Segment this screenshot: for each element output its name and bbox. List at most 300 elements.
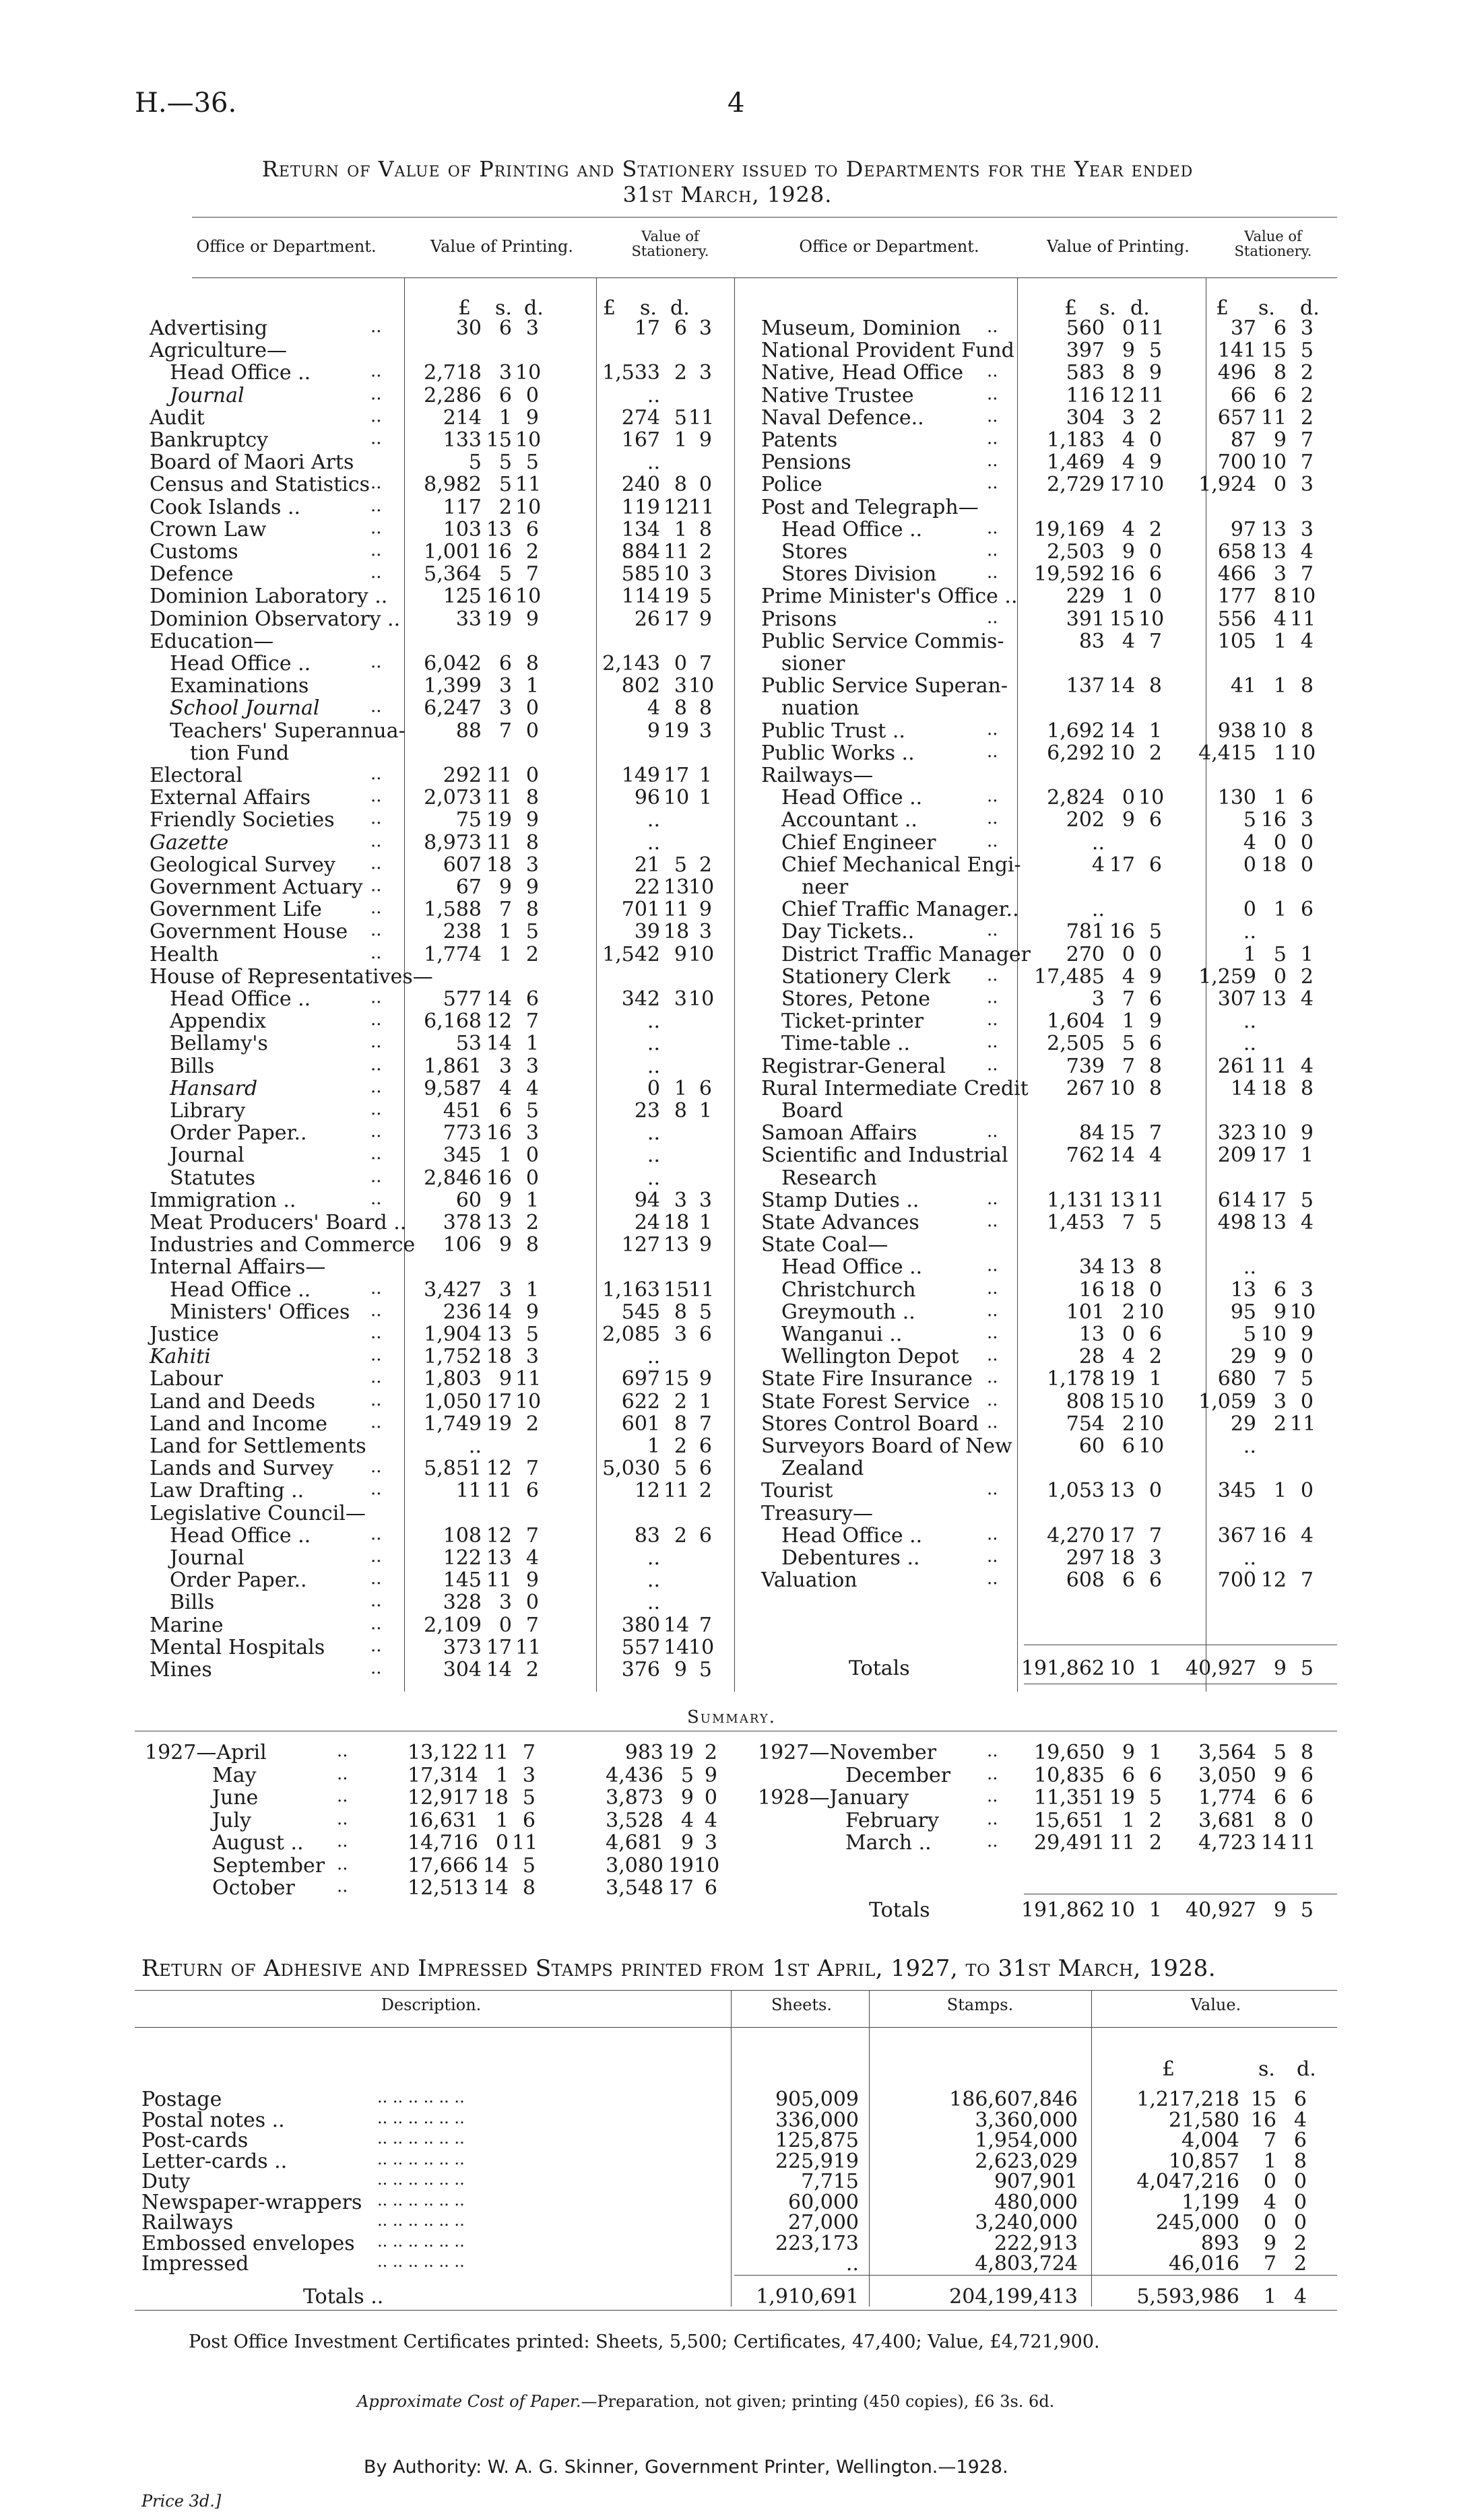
stamps-totals-value-d: 4 <box>1293 2285 1307 2309</box>
printing-pence: 6 <box>1148 1323 1162 1346</box>
stamp-sheets: 7,715 <box>801 2170 859 2193</box>
month-label: February <box>845 1808 939 1832</box>
office-name: Public Trust .. <box>761 719 905 743</box>
printing-pence: 0 <box>525 1166 539 1190</box>
printing-shillings: 0 <box>1122 1323 1135 1346</box>
leader-dots: .. .. .. .. .. .. <box>377 2108 465 2127</box>
table-row <box>0 540 1457 562</box>
stationery-pounds: 274 <box>621 405 660 430</box>
stationery-pounds: 29 <box>1230 1345 1256 1369</box>
printing-pounds: 4,270 <box>1047 1523 1105 1548</box>
printing-pence: 11 <box>515 1635 542 1659</box>
stationery-pence: 3 <box>699 562 712 587</box>
leader-dots: .. .. .. .. .. .. <box>377 2190 465 2210</box>
stationery-pence: 4 <box>1300 1523 1314 1548</box>
stamps-rule-bottom <box>135 2310 1337 2311</box>
printing-pounds: 16 <box>1078 1278 1105 1302</box>
printing-shillings: 1 <box>1122 1009 1135 1034</box>
report-title: Return of Value of Printing and Stationery issued to Departments for the Year ended <box>261 156 1194 182</box>
printing-pounds: 19,592 <box>1034 562 1105 587</box>
printing-pounds: 11,351 <box>1034 1786 1105 1810</box>
office-name: Head Office .. <box>781 1255 923 1280</box>
stamp-sheets: 27,000 <box>788 2211 859 2234</box>
leader-dots: .. <box>370 540 382 560</box>
printing-shillings: 7 <box>1122 1054 1135 1078</box>
printing-shillings: 6 <box>498 652 512 675</box>
paper-cost-note <box>357 2392 1054 2411</box>
leader-dots: .. <box>370 1412 382 1432</box>
leader-dots: .. <box>987 1741 998 1761</box>
printing-pounds: 34 <box>1078 1255 1105 1280</box>
printing-pounds: 83 <box>1078 629 1105 653</box>
printing-pounds: 1,749 <box>424 1412 482 1436</box>
stationery-pence: 10 <box>688 942 715 966</box>
table-row <box>0 1457 1457 1479</box>
stationery-pence: 11 <box>688 1278 715 1302</box>
stationery-pounds: 3,873 <box>606 1786 663 1810</box>
stationery-shillings: 11 <box>663 540 690 564</box>
printing-pence: 10 <box>1138 1300 1165 1324</box>
stationery-shillings: 6 <box>674 317 687 340</box>
table-row <box>0 1614 1457 1636</box>
printing-pence: 2 <box>1148 405 1162 430</box>
leader-dots: .. .. .. .. .. .. <box>377 2211 465 2230</box>
stationery-pence: 8 <box>1300 1076 1314 1100</box>
stationery-pounds: 614 <box>1217 1188 1256 1212</box>
leader-dots: .. <box>987 920 998 941</box>
leader-dots: .. <box>987 473 998 494</box>
office-name: Wellington Depot <box>781 1345 959 1369</box>
office-name: Registrar-General <box>761 1054 946 1078</box>
office-name: Immigration .. <box>150 1188 296 1212</box>
printing-shillings: 0 <box>498 1613 512 1637</box>
month-label: 1927—November <box>758 1741 937 1764</box>
printing-pounds: 6,292 <box>1047 741 1105 765</box>
printing-pence: 1 <box>525 1278 539 1302</box>
stationery-shillings: 9 <box>1273 1763 1287 1787</box>
printing-pence: 10 <box>1138 1389 1165 1414</box>
stationery-shillings: 0 <box>1273 830 1287 855</box>
printing-pence: 6 <box>1148 562 1162 587</box>
stamps-title: Return of Adhesive and Impressed Stamps printed from 1st April, 1927, to 31st March, 1928. <box>141 1955 1217 1982</box>
printing-pounds: 2,503 <box>1047 540 1105 564</box>
printing-pence: 6 <box>1148 987 1162 1011</box>
printing-pounds: 754 <box>1066 1412 1105 1436</box>
stationery-pounds: 5,030 <box>602 1457 660 1481</box>
printing-pence: 6 <box>525 987 539 1011</box>
stationery-shillings: 3 <box>674 987 687 1011</box>
printing-pence: 9 <box>1148 1009 1162 1034</box>
printing-pence: 7 <box>525 1523 539 1548</box>
leader-dots: .. <box>987 1763 998 1784</box>
printing-pence: 0 <box>525 696 539 721</box>
stationery-pence: 7 <box>699 652 712 675</box>
printing-pence: 9 <box>1148 451 1162 475</box>
stationery-pence: 0 <box>1300 1479 1314 1503</box>
stationery-pounds: 466 <box>1217 562 1256 587</box>
leader-dots: .. <box>370 920 382 941</box>
header-rule-bottom <box>192 277 1337 278</box>
stationery-pence: 6 <box>699 1323 712 1346</box>
stamp-sheets: .. <box>845 2252 859 2276</box>
stamp-count: 3,360,000 <box>975 2108 1078 2132</box>
stationery-pence: 11 <box>688 495 715 519</box>
office-name: Examinations <box>170 674 309 698</box>
printing-pence: 10 <box>1138 786 1165 810</box>
printing-pence: 9 <box>525 1568 539 1593</box>
stationery-pence: 1 <box>699 1211 712 1234</box>
printing-pounds: 397 <box>1066 339 1105 363</box>
office-name: Naval Defence.. <box>761 405 924 430</box>
leader-dots: .. <box>987 361 998 382</box>
leader-dots: .. .. .. .. .. .. <box>377 2129 465 2148</box>
stationery-shillings: 8 <box>674 1412 687 1436</box>
unit-shilling: s. <box>1099 296 1116 320</box>
stationery-pounds: 345 <box>1217 1479 1256 1503</box>
table-row <box>0 1166 1457 1189</box>
printing-shillings: 5 <box>498 473 512 497</box>
table-row <box>0 1502 1457 1524</box>
table-row <box>0 406 1457 428</box>
office-name: Treasury— <box>761 1501 873 1525</box>
printing-pence: 8 <box>525 1233 539 1257</box>
printing-pence: 9 <box>1148 964 1162 989</box>
table-row <box>0 1323 1457 1345</box>
stationery-pence: 7 <box>1300 562 1314 587</box>
table-row <box>0 943 1457 965</box>
office-name: Prisons <box>761 607 837 631</box>
printing-pounds: 12,917 <box>408 1786 478 1810</box>
printing-pounds: 1,904 <box>424 1323 482 1346</box>
printing-pounds: 608 <box>1066 1568 1105 1593</box>
printing-pence: 11 <box>512 1831 538 1855</box>
printing-pence: 1 <box>525 674 539 698</box>
stationery-pence: 3 <box>1300 517 1314 541</box>
stationery-shillings: 1 <box>1273 786 1287 810</box>
printing-pounds: 5,851 <box>424 1457 482 1481</box>
stationery-pounds: 96 <box>634 786 660 810</box>
office-name: Head Office .. <box>170 1278 311 1302</box>
printing-pence: 9 <box>525 875 539 899</box>
stationery-shillings: 9 <box>674 942 687 966</box>
office-name: Ticket-printer <box>781 1009 924 1034</box>
stamp-sheets: 905,009 <box>775 2088 859 2111</box>
printing-pounds: 60 <box>1078 1434 1105 1458</box>
printing-pounds: 17,485 <box>1034 964 1105 989</box>
office-name: Journal <box>170 1546 245 1570</box>
stationery-pounds: 12 <box>634 1479 660 1503</box>
printing-pounds: 28 <box>1078 1345 1105 1369</box>
office-name: Accountant .. <box>781 808 917 832</box>
leader-dots: .. <box>370 1479 382 1500</box>
paper-cost-text: —Preparation, not given; printing (450 copies), £6 3s. 6d. <box>581 2392 1055 2411</box>
leader-dots: .. <box>370 495 382 516</box>
stamps-totals-stamps: 204,199,413 <box>949 2285 1078 2309</box>
printing-pence: 0 <box>1148 585 1162 609</box>
stamp-count: 480,000 <box>994 2190 1078 2214</box>
leader-dots: .. <box>370 987 382 1007</box>
printing-pence: 6 <box>1148 808 1162 832</box>
stationery-pence: 3 <box>699 1188 712 1212</box>
printing-pence: 2 <box>525 1211 539 1234</box>
table-row <box>0 786 1457 808</box>
office-name: Board of Maori Arts <box>150 451 354 475</box>
printing-pence: 7 <box>1148 1121 1162 1146</box>
stationery-pence: 9 <box>704 1763 717 1787</box>
certificates-note: Post Office Investment Certificates printed: Sheets, 5,500; Certificates, 47,400; Value, £4,721,900. <box>189 2331 1100 2352</box>
printing-pounds: 236 <box>443 1300 482 1324</box>
leader-dots: .. <box>987 562 998 583</box>
stationery-pence: 0 <box>1300 853 1314 877</box>
stationery-pounds: 0 <box>647 1076 660 1100</box>
main-totals-stationery-l: 40,927 <box>1186 1657 1256 1680</box>
printing-pence: 5 <box>1148 1211 1162 1234</box>
leader-dots: .. <box>337 1741 348 1761</box>
table-row <box>0 562 1457 585</box>
stationery-shillings: 2 <box>674 1389 687 1414</box>
stationery-shillings: 0 <box>1273 473 1287 497</box>
office-name: Dominion Laboratory .. <box>150 585 388 609</box>
printing-shillings: 19 <box>486 607 512 631</box>
table-row <box>0 1121 1457 1146</box>
stationery-pence: 10 <box>1290 585 1316 609</box>
printing-pence: 0 <box>1148 1479 1162 1503</box>
office-name: Post and Telegraph— <box>761 495 979 519</box>
office-name: Day Tickets.. <box>781 920 915 944</box>
stationery-pence: 2 <box>704 1741 717 1764</box>
stationery-pence: 10 <box>694 1853 720 1878</box>
table-row <box>0 1591 1457 1613</box>
printing-pounds: 4 <box>1091 853 1105 877</box>
stationery-pence: 0 <box>704 1786 717 1810</box>
summary-row <box>0 1786 1457 1808</box>
leader-dots: .. <box>337 1763 348 1784</box>
printing-pounds: 2,846 <box>424 1166 482 1190</box>
printing-shillings: 3 <box>1122 405 1135 430</box>
printing-pence: 9 <box>525 808 539 832</box>
stationery-pounds: 342 <box>621 987 660 1011</box>
stamps-col-value: Value. <box>1190 1995 1241 2014</box>
leader-dots: .. <box>987 987 998 1007</box>
leader-dots: .. <box>370 1099 382 1119</box>
office-name: Friendly Societies <box>150 808 335 832</box>
stamp-value-pence: 8 <box>1293 2149 1307 2173</box>
stationery-shillings: 2 <box>674 1523 687 1548</box>
main-totals-stationery-d: 5 <box>1300 1657 1314 1680</box>
stationery-pence: 5 <box>1300 1188 1314 1212</box>
summary-row <box>0 1741 1457 1763</box>
stationery-pence: 9 <box>1300 1121 1314 1146</box>
stationery-pence: 4 <box>1300 1211 1314 1234</box>
table-row <box>0 652 1457 674</box>
printing-pounds: 808 <box>1066 1389 1105 1414</box>
printing-shillings: 1 <box>498 1143 512 1168</box>
printing-pence: 0 <box>525 764 539 787</box>
stationery-pounds: 545 <box>621 1300 660 1324</box>
office-name: Order Paper.. <box>170 1121 307 1146</box>
stationery-pounds: 657 <box>1217 405 1256 430</box>
stationery-shillings: 8 <box>674 473 687 497</box>
printing-pounds: 103 <box>443 517 482 541</box>
printing-pence: 10 <box>515 428 542 452</box>
printing-pounds: 19,650 <box>1034 1741 1105 1764</box>
printing-pence: 8 <box>1148 1054 1162 1078</box>
printing-shillings: 11 <box>486 1479 512 1503</box>
office-name: Appendix <box>170 1009 266 1034</box>
office-name: Lands and Survey <box>150 1457 334 1481</box>
stationery-pence: 5 <box>1300 1367 1314 1391</box>
stationery-pence: 0 <box>1300 1389 1314 1414</box>
summary-totals-printing-d: 1 <box>1148 1898 1162 1922</box>
stationery-pence: 10 <box>688 987 715 1011</box>
office-name: Law Drafting .. <box>150 1479 304 1503</box>
printing-shillings: 18 <box>1109 1546 1135 1570</box>
printing-pounds: 84 <box>1078 1121 1105 1146</box>
printing-pounds: 133 <box>443 428 482 452</box>
stationery-shillings: 19 <box>668 1741 694 1764</box>
stamps-totals-row <box>0 2285 1457 2307</box>
summary-totals-printing-l: 191,862 <box>1021 1898 1105 1922</box>
table-row <box>0 764 1457 786</box>
office-name: tion Fund <box>190 741 290 765</box>
stationery-shillings: 8 <box>1273 1808 1287 1832</box>
stationery-pence: 6 <box>1300 1763 1314 1787</box>
printing-pounds: 238 <box>443 920 482 944</box>
stationery-pence: 9 <box>699 607 712 631</box>
stationery-pounds: 22 <box>634 875 660 899</box>
leader-dots: .. <box>987 830 998 851</box>
stationery-pence: 3 <box>1300 473 1314 497</box>
printing-pounds: 1,053 <box>1047 1479 1105 1503</box>
leader-dots: .. <box>987 1367 998 1388</box>
leader-dots: .. <box>370 875 382 896</box>
col-stationery-right-2: Stationery. <box>1234 243 1312 259</box>
leader-dots: .. <box>370 1054 382 1075</box>
table-row <box>0 473 1457 495</box>
stationery-shillings: 19 <box>663 585 690 609</box>
stationery-shillings: 17 <box>1260 1143 1287 1168</box>
printing-shillings: 1 <box>498 405 512 430</box>
stationery-pounds: 13 <box>1230 1278 1256 1302</box>
printing-shillings: 6 <box>1122 1568 1135 1593</box>
stationery-pence: 9 <box>699 428 712 452</box>
office-name: Cook Islands .. <box>150 495 301 519</box>
office-name: Stores Control Board <box>761 1412 979 1436</box>
leader-dots: .. <box>370 942 382 963</box>
printing-shillings: 14 <box>482 1853 509 1878</box>
stationery-pence: 7 <box>1300 1568 1314 1593</box>
stationery-pounds: 3,681 <box>1198 1808 1256 1832</box>
stamp-description: Impressed <box>141 2252 249 2276</box>
stationery-pounds: 29 <box>1230 1412 1256 1436</box>
stationery-pounds: .. <box>647 451 660 475</box>
printing-pounds: 560 <box>1066 317 1105 340</box>
table-row <box>0 1032 1457 1054</box>
stationery-pence: 6 <box>704 1876 717 1900</box>
unit-pound: £ <box>1216 296 1229 320</box>
unit-pound: £ <box>603 296 616 320</box>
printing-pounds: .. <box>468 1434 482 1458</box>
office-name: Pensions <box>761 451 851 475</box>
stamps-col-sheets: Sheets. <box>771 1995 832 2014</box>
printing-pence: 1 <box>525 1188 539 1212</box>
office-name: nuation <box>781 696 860 721</box>
office-name: Ministers' Offices <box>170 1300 350 1324</box>
stationery-pounds: .. <box>647 1546 660 1570</box>
leader-dots: .. .. .. .. .. .. <box>377 2252 465 2271</box>
stamp-value-pence: 4 <box>1293 2108 1307 2132</box>
stationery-pounds: 496 <box>1217 361 1256 385</box>
stationery-pence: 9 <box>1300 1323 1314 1346</box>
leader-dots: .. .. .. .. .. .. <box>377 2231 465 2251</box>
month-label: May <box>212 1763 257 1787</box>
stationery-pounds: 4,436 <box>606 1763 663 1787</box>
table-row <box>0 1278 1457 1300</box>
stationery-shillings: 19 <box>668 1853 694 1878</box>
stationery-pounds: 1,163 <box>602 1278 660 1302</box>
summary-totals-stationery-d: 5 <box>1300 1898 1314 1922</box>
printing-pounds: 117 <box>443 495 482 519</box>
stamp-value-pounds: 245,000 <box>1155 2211 1239 2234</box>
stationery-shillings: 18 <box>663 1211 690 1234</box>
stamp-value-shillings: 15 <box>1250 2088 1276 2111</box>
table-row <box>0 965 1457 987</box>
printing-shillings: 14 <box>486 1658 512 1682</box>
unit-pound: £ <box>1064 296 1078 320</box>
printing-shillings: 4 <box>1122 1345 1135 1369</box>
table-row <box>0 317 1457 339</box>
leader-dots: .. <box>370 1658 382 1678</box>
col-stationery-right <box>1212 229 1334 259</box>
stationery-pence: 3 <box>699 719 712 743</box>
leader-dots: .. <box>370 1323 382 1343</box>
printing-shillings: 2 <box>1122 1412 1135 1436</box>
main-totals-printing-s: 10 <box>1109 1657 1135 1680</box>
table-row <box>0 384 1457 406</box>
printing-shillings: 6 <box>498 317 512 340</box>
leader-dots: .. <box>987 317 998 337</box>
printing-shillings: 5 <box>498 562 512 587</box>
stationery-pence: 7 <box>1300 428 1314 452</box>
stationery-pence: 10 <box>688 674 715 698</box>
stationery-pence: 5 <box>699 1658 712 1682</box>
stationery-pounds: 1,924 <box>1198 473 1256 497</box>
stamp-sheets: 60,000 <box>788 2190 859 2214</box>
stationery-shillings: 8 <box>674 696 687 721</box>
stamp-value-shillings: 0 <box>1263 2170 1276 2193</box>
stationery-shillings: 2 <box>674 1434 687 1458</box>
stamps-totals-value-l: 5,593,986 <box>1136 2285 1239 2309</box>
office-name: Railways— <box>761 764 874 787</box>
table-row <box>0 428 1457 451</box>
stationery-shillings: 0 <box>674 652 687 675</box>
leader-dots: .. <box>370 1032 382 1053</box>
stationery-pounds: .. <box>647 1009 660 1034</box>
stamp-value-pence: 6 <box>1293 2129 1307 2152</box>
stamp-count: 4,803,724 <box>975 2252 1078 2276</box>
leader-dots: .. <box>987 786 998 807</box>
printing-shillings: 19 <box>486 1412 512 1436</box>
printing-pence: 5 <box>1148 339 1162 363</box>
printing-shillings: 16 <box>486 1166 512 1190</box>
stationery-pence: 4 <box>1300 987 1314 1011</box>
stamp-value-pence: 0 <box>1293 2211 1307 2234</box>
stationery-shillings: 13 <box>663 875 690 899</box>
printing-pence: 5 <box>525 1323 539 1346</box>
office-name: Meat Producers' Board .. <box>150 1211 407 1234</box>
stationery-shillings: 18 <box>1260 1076 1287 1100</box>
office-name: Mental Hospitals <box>150 1635 325 1659</box>
